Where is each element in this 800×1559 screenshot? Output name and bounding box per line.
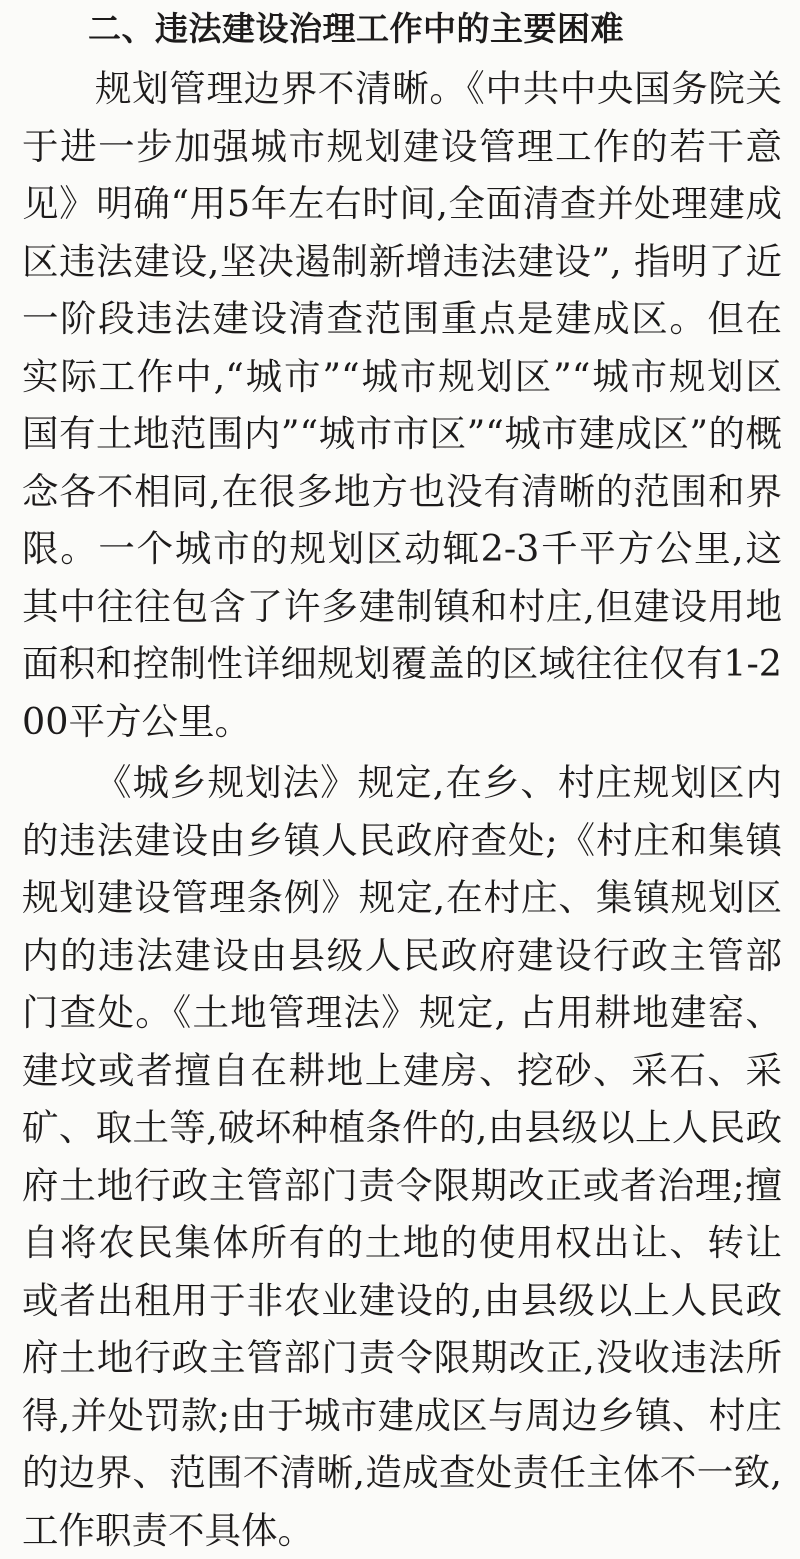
section-heading: 二、违法建设治理工作中的主要困难 [88, 9, 624, 48]
paragraph-1: 规划管理边界不清晰。《中共中央国务院关于进一步加强城市规划建设管理工作的若干意见》明确“用5年左右时间,全面清查并处理建成区违法建设,坚决遏制新增违法建设”, 指明了近一阶段违法建设清查范围重点是建成区。但在实际工作中,“城市”“城市规划区”“城市规划区国有土地范围内”“城市市区”“城市建成区”的概念各不相同,在很多地方也没有清晰的范围和界限。一个城市的规划区动辄2-3千平方公里,这其中往往包含了许多建制镇和村庄,但建设用地面积和控制性详细规划覆盖的区域往往仅有1-200平方公里。 [22, 67, 782, 743]
paragraph-2: 《城乡规划法》规定,在乡、村庄规划区内的违法建设由乡镇人民政府查处;《村庄和集镇规划建设管理条例》规定,在村庄、集镇规划区内的违法建设由县级人民政府建设行政主管部门查处。《土地管理法》规定, 占用耕地建窑、建坟或者擅自在耕地上建房、挖砂、采石、采矿、取土等,破坏种植条件的,由县级以上人民政府土地行政主管部门责令限期改正或者治理;擅自将农民集体所有的土地的使用权出让、转让或者出租用于非农业建设的,由县级以上人民政府土地行政主管部门责令限期改正,没收违法所得,并处罚款;由于城市建成区与周边乡镇、村庄的边界、范围不清晰,造成查处责任主体不一致,工作职责不具体。 [22, 761, 782, 1552]
